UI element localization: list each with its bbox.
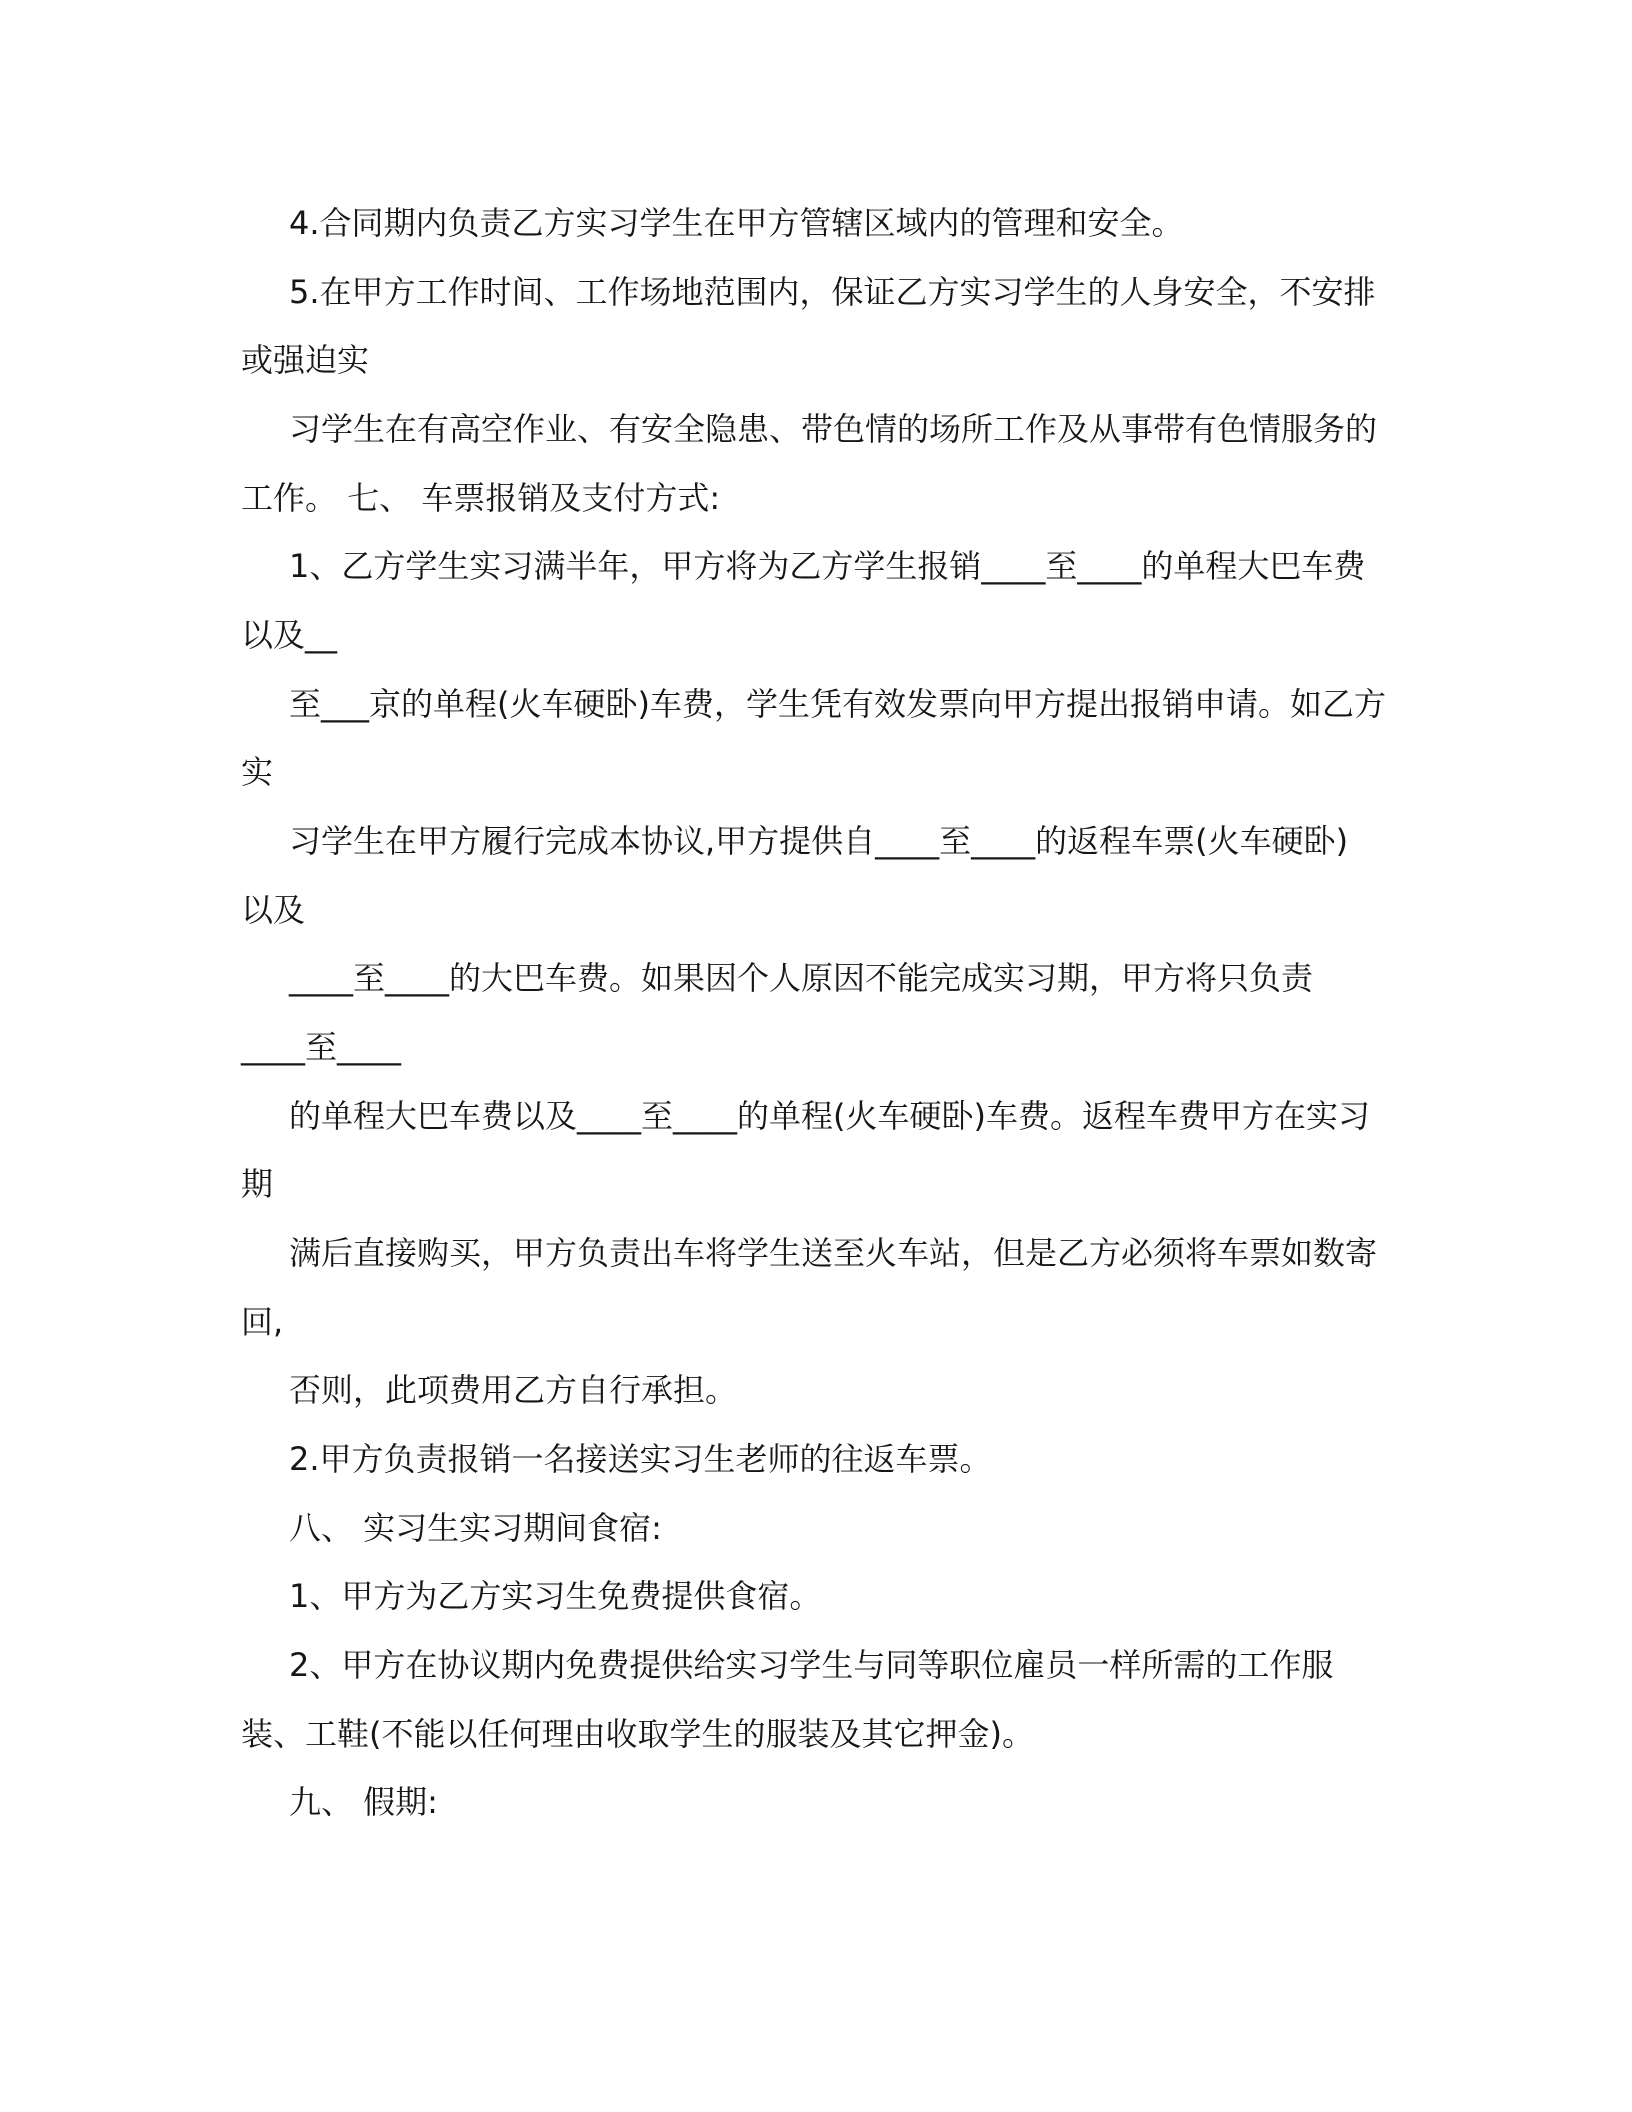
text-line: 以及: [241, 891, 306, 929]
text-line: ____至____的大巴车费。如果因个人原因不能完成实习期，甲方将只负责: [289, 959, 1314, 997]
text-line: 以及__: [241, 616, 338, 654]
section-heading-7: 工作。 七、 车票报销及支付方式:: [241, 479, 721, 517]
text-line: 回,: [241, 1303, 284, 1341]
text-line: 期: [241, 1165, 274, 1203]
text-line: 的单程大巴车费以及____至____的单程(火车硬卧)车费。返程车费甲方在实习: [289, 1097, 1370, 1135]
text-line: 习学生在有高空作业、有安全隐患、带色情的场所工作及从事带有色情服务的: [289, 410, 1378, 448]
text-line: 否则，此项费用乙方自行承担。: [289, 1371, 738, 1409]
clause-9-2: 2、甲方在协议期内免费提供给实习学生与同等职位雇员一样所需的工作服: [289, 1646, 1334, 1684]
text-line: 习学生在甲方履行完成本协议,甲方提供自____至____的返程车票(火车硬卧): [289, 822, 1349, 860]
text-line: 至___京的单程(火车硬卧)车费，学生凭有效发票向甲方提出报销申请。如乙方: [289, 685, 1386, 723]
text-line: 满后直接购买，甲方负责出车将学生送至火车站，但是乙方必须将车票如数寄: [289, 1234, 1378, 1272]
text-line: ____至____: [241, 1028, 402, 1066]
text-line: 或强迫实: [241, 341, 370, 379]
text-line: 装、工鞋(不能以任何理由收取学生的服装及其它押金)。: [241, 1715, 1034, 1753]
section-heading-9: 九、 假期:: [289, 1783, 438, 1821]
clause-8-2: 2.甲方负责报销一名接送实习生老师的往返车票。: [289, 1440, 992, 1478]
clause-7-5: 5.在甲方工作时间、工作场地范围内，保证乙方实习学生的人身安全，不安排: [289, 273, 1376, 311]
clause-7-4: 4.合同期内负责乙方实习学生在甲方管辖区域内的管理和安全。: [289, 204, 1184, 242]
section-heading-8: 八、 实习生实习期间食宿:: [289, 1509, 662, 1547]
clause-8-1: 1、乙方学生实习满半年，甲方将为乙方学生报销____至____的单程大巴车费: [289, 547, 1366, 585]
clause-9-1: 1、甲方为乙方实习生免费提供食宿。: [289, 1577, 822, 1615]
text-line: 实: [241, 753, 274, 791]
